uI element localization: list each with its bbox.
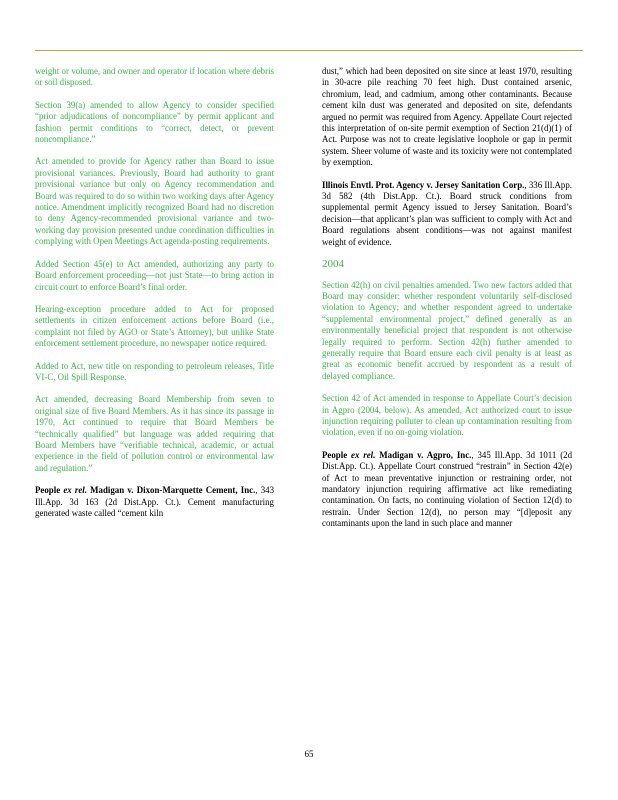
- paragraph: Section 42(h) on civil penalties amended. Two new factors added that Board may consider: whether respondent voluntarily self-disclosed violation to Agency; and whether respondent agreed to undertake “supplemental environmental project,” defined generally as an environmentally beneficial project that respondent is not otherwise legally required to perform. Section 42(h) further amended to generally require that Board ensure each civil penalty is at least as great as economic benefit accrued by respondent as a result of delayed compliance.: [322, 279, 572, 381]
- case-name: Illinois Envtl. Prot. Agency v. Jersey Sanitation Corp.: [322, 179, 525, 190]
- case-body: , 343 Ill.App. 3d 163 (2d Dist.App. Ct.). Cement manufacturing generated waste called “cement kiln: [35, 485, 275, 518]
- paragraph: dust,” which had been deposited on site since at least 1970, resulting in 30-acre pile reaching 70 feet high. Dust contained arsenic, chromium, lead, and cadmium, among other contaminants. Because cement kiln dust was generated and deposited on site, defendants argued no permit was required from Agency. Appellate Court rejected this interpretation of on-site permit exemption of Section 21(d)(1) of Act. Purpose was not to create legislative loophole or gap in permit system. Sheer volume of waste and its toxicity were not contemplated by exemption.: [322, 66, 572, 168]
- case-name-suffix: Madigan v. Dixon-Marquette Cement, Inc.: [90, 485, 256, 496]
- case-paragraph: [322, 450, 572, 530]
- paragraph: Act amended, decreasing Board Membership from seven to original size of five Board Members. As it has since its passage in 1970, Act continued to require that Board Members be “technically qualified” but language was added requiring that Board Members have “verifiable technical, academic, or actual experience in the field of pollution control or environmental law and regulation.”: [35, 394, 274, 473]
- header-rule: [35, 50, 583, 51]
- case-name-prefix: People: [35, 485, 61, 496]
- left-column: [35, 66, 274, 530]
- paragraph: Added to Act, new title on responding to petroleum releases, Title VI-C, Oil Spill Response.: [35, 360, 274, 382]
- paragraph: Section 39(a) amended to allow Agency to consider specified “prior adjudications of noncompliance” by permit applicant and fashion permit conditions to “correct, detect, or prevent noncompliance.”: [35, 99, 274, 145]
- case-name: [322, 450, 471, 460]
- year-heading: 2004: [322, 258, 344, 271]
- case-paragraph: [35, 485, 274, 519]
- case-name: [35, 485, 255, 495]
- paragraph: Hearing-exception procedure added to Act for proposed settlements in citizen enforcement actions before Board (i.e., complaint not filed by AGO or State’s Attorney), but unlike State enforcement settlement procedure, no newspaper notice required.: [35, 303, 274, 349]
- case-paragraph: [322, 180, 572, 248]
- case-body: , 345 Ill.App. 3d 1011 (2d Dist.App. Ct.). Appellate Court construed “restrain” in Section 42(e) of Act to mean preventative injunction or restraining order, not mandatory injunction requiring affirmative act like remediating contamination. On facts, no continuing violation of Section 12(d) to restrain. Under Section 12(d), no person may “[d]eposit any contaminants upon the land in such place and manner: [322, 449, 573, 529]
- case-body: , 336 Ill.App. 3d 582 (4th Dist.App. Ct.). Board struck conditions from supplemental permit Agency issued to Jersey Sanitation. Board’s decision—that applicant’s plan was sufficient to comply with Act and Board regulations absent conditions—was not against manifest weight of evidence.: [322, 179, 573, 247]
- paragraph: Added Section 45(e) to Act amended, authorizing any party to Board enforcement proceeding—not just State—to bring action in circuit court to enforce Board’s final order.: [35, 258, 274, 292]
- right-column: [322, 66, 572, 541]
- case-name-italic: ex rel.: [351, 449, 376, 460]
- paragraph: Section 42 of Act amended in response to Appellate Court’s decision in Agpro (2004, below). As amended, Act authorized court to issue injunction requiring polluter to clean up contamination resulting from violation, even if no on-going violation.: [322, 393, 572, 438]
- paragraph: weight or volume, and owner and operator if location where debris or soil disposed.: [35, 66, 274, 88]
- case-name-suffix: Madigan v. Agpro, Inc.: [379, 449, 472, 460]
- case-name-italic: ex rel.: [63, 485, 87, 496]
- paragraph: Act amended to provide for Agency rather than Board to issue provisional variances. Previously, Board had authority to grant provisional variance but only on Agency recommendation and Board was required to do so within two working days after Agency notice. Amendment implicitly recognized Board had no discretion to deny Agency-recommended provisional variance and two-working day provision presented undue coordination difficulties in complying with Open Meetings Act agenda-posting requirements.: [35, 156, 274, 247]
- case-name-prefix: People: [322, 449, 348, 460]
- page-number: 65: [304, 749, 314, 759]
